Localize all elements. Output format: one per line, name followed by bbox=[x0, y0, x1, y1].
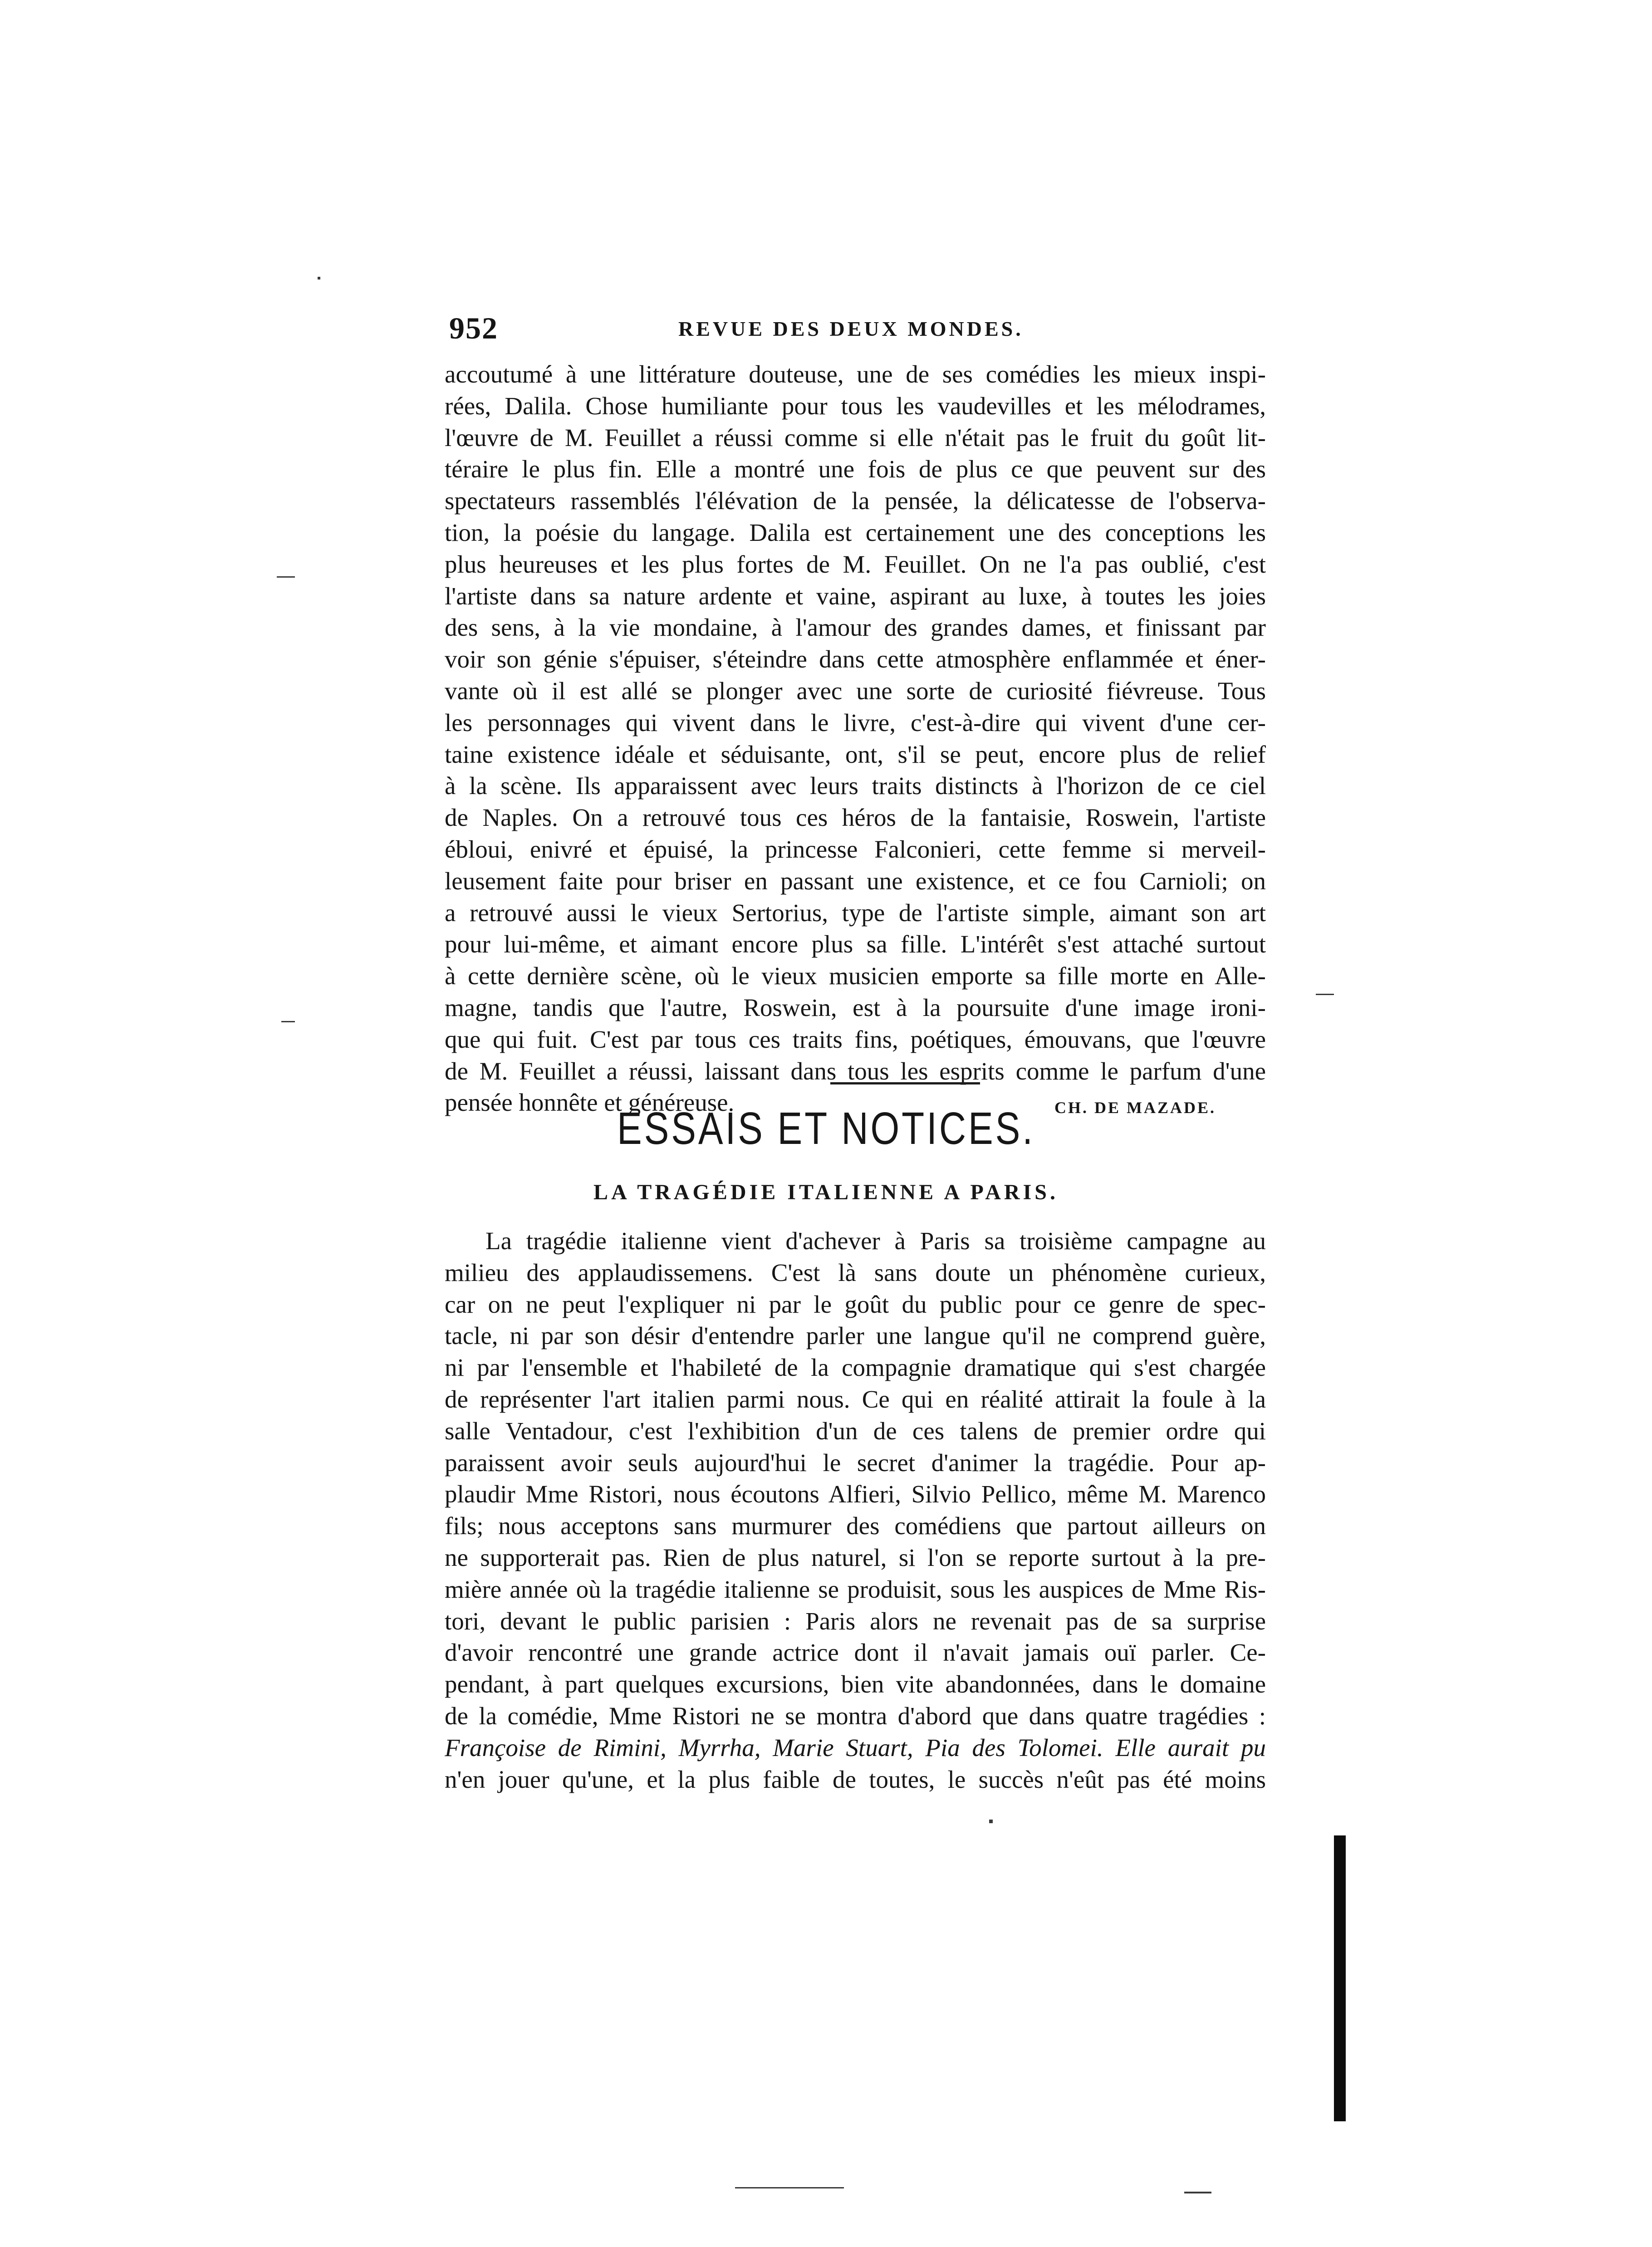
text-line: de représenter l'art italien parmi nous. Ce qui en réalité attirait la foule à la bbox=[445, 1385, 1266, 1413]
text-line: de Naples. On a retrouvé tous ces héros de la fantaisie, Roswein, l'artiste bbox=[445, 804, 1266, 832]
text-line: a retrouvé aussi le vieux Sertorius, type de l'artiste simple, aimant son art bbox=[445, 898, 1266, 927]
text-line: rées, Dalila. Chose humiliante pour tous les vaudevilles et les mélodrames, bbox=[445, 392, 1266, 420]
text-line: pendant, à part quelques excursions, bien vite abandonnées, dans le domaine bbox=[445, 1670, 1266, 1698]
text-line: Françoise de Rimini, Myrrha, Marie Stuart, Pia des Tolomei. Elle aurait pu bbox=[445, 1733, 1266, 1761]
text-line: mière année où la tragédie italienne se produisit, sous les auspices de Mme Ris- bbox=[445, 1575, 1266, 1603]
text-line: vante où il est allé se plonger avec une sorte de curiosité fiévreuse. Tous bbox=[445, 677, 1266, 705]
text-line: des sens, à la vie mondaine, à l'amour des grandes dames, et finissant par bbox=[445, 613, 1266, 642]
text-line: accoutumé à une littérature douteuse, une de ses comédies les mieux inspi- bbox=[445, 360, 1266, 388]
text-line: voir son génie s'épuiser, s'éteindre dans cette atmosphère enflammée et éner- bbox=[445, 645, 1266, 673]
scan-edge-bar bbox=[1334, 1835, 1346, 2121]
text-line: fils; nous acceptons sans murmurer des comédiens que partout ailleurs on bbox=[445, 1512, 1266, 1540]
text-line: de la comédie, Mme Ristori ne se montra d'abord que dans quatre tragédies : bbox=[445, 1702, 1266, 1730]
section-divider bbox=[830, 1082, 980, 1084]
scan-speck bbox=[1184, 2192, 1211, 2193]
text-line: l'œuvre de M. Feuillet a réussi comme si elle n'était pas le fruit du goût lit- bbox=[445, 423, 1266, 451]
text-line: n'en jouer qu'une, et la plus faible de toutes, le succès n'eût pas été moins bbox=[445, 1765, 1266, 1793]
text-line: ni par l'ensemble et l'habileté de la compagnie dramatique qui s'est chargée bbox=[445, 1354, 1266, 1382]
text-line: ne supporterait pas. Rien de plus naturel, si l'on se reporte surtout à la pre- bbox=[445, 1543, 1266, 1571]
text-line: pensée honnête et généreuse. bbox=[445, 1089, 735, 1117]
text-line: pour lui-même, et aimant encore plus sa fille. L'intérêt s'est attaché surtout bbox=[445, 930, 1266, 958]
text-line: tion, la poésie du langage. Dalila est certainement une des conceptions les bbox=[445, 518, 1266, 546]
scan-speck bbox=[318, 277, 320, 280]
article-body-text bbox=[445, 1225, 1266, 1795]
text-line: tacle, ni par son désir d'entendre parler une langue qu'il ne comprend guère, bbox=[445, 1322, 1266, 1350]
text-line: ébloui, enivré et épuisé, la princesse Falconieri, cette femme si merveil- bbox=[445, 835, 1266, 863]
journal-title: REVUE DES DEUX MONDES. bbox=[678, 317, 1024, 340]
text-line: car on ne peut l'expliquer ni par le goût du public pour ce genre de spec- bbox=[445, 1290, 1266, 1318]
text-line: de M. Feuillet a réussi, laissant dans tous les esprits comme le parfum d'une bbox=[445, 1057, 1266, 1085]
scan-speck bbox=[735, 2187, 844, 2188]
text-line: plus heureuses et les plus fortes de M. Feuillet. On ne l'a pas oublié, c'est bbox=[445, 550, 1266, 578]
prior-article-text bbox=[445, 358, 1266, 1119]
text-line: taine existence idéale et séduisante, ont, s'il se peut, encore plus de relief bbox=[445, 740, 1266, 768]
running-head bbox=[449, 310, 1039, 351]
scan-speck bbox=[281, 1021, 295, 1022]
text-line: milieu des applaudissemens. C'est là sans doute un phénomène curieux, bbox=[445, 1258, 1266, 1286]
text-line: La tragédie italienne vient d'achever à Paris sa troisième campagne au bbox=[485, 1227, 1266, 1255]
page-number: 952 bbox=[449, 311, 498, 345]
text-line: que qui fuit. C'est par tous ces traits fins, poétiques, émouvans, que l'œuvre bbox=[445, 1025, 1266, 1053]
scan-speck bbox=[277, 576, 295, 578]
text-line: tori, devant le public parisien : Paris alors ne revenait pas de sa surprise bbox=[445, 1607, 1266, 1635]
author-signature: CH. DE MAZADE. bbox=[1054, 1099, 1216, 1117]
text-line: téraire le plus fin. Elle a montré une fois de plus ce que peuvent sur des bbox=[445, 455, 1266, 483]
scan-speck bbox=[1316, 994, 1334, 995]
text-line: paraissent avoir seuls aujourd'hui le secret d'animer la tragédie. Pour ap- bbox=[445, 1448, 1266, 1477]
text-line: magne, tandis que l'autre, Roswein, est à la poursuite d'une image ironi- bbox=[445, 993, 1266, 1021]
text-line: les personnages qui vivent dans le livre, c'est-à-dire qui vivent d'une cer- bbox=[445, 708, 1266, 736]
section-heading: ESSAIS ET NOTICES. bbox=[617, 1103, 1035, 1154]
text-line: à la scène. Ils apparaissent avec leurs traits distincts à l'horizon de ce ciel bbox=[445, 772, 1266, 800]
text-line: plaudir Mme Ristori, nous écoutons Alfieri, Silvio Pellico, même M. Marenco bbox=[445, 1480, 1266, 1508]
text-line: leusement faite pour briser en passant une existence, et ce fou Carnioli; on bbox=[445, 867, 1266, 895]
scan-speck bbox=[989, 1820, 993, 1823]
text-line: à cette dernière scène, où le vieux musicien emporte sa fille morte en Alle- bbox=[445, 962, 1266, 990]
text-line: l'artiste dans sa nature ardente et vaine, aspirant au luxe, à toutes les joies bbox=[445, 582, 1266, 610]
article-heading: LA TRAGÉDIE ITALIENNE A PARIS. bbox=[593, 1180, 1059, 1204]
text-line: spectateurs rassemblés l'élévation de la pensée, la délicatesse de l'observa- bbox=[445, 487, 1266, 515]
text-line: d'avoir rencontré une grande actrice dont il n'avait jamais ouï parler. Ce- bbox=[445, 1639, 1266, 1667]
text-line: salle Ventadour, c'est l'exhibition d'un de ces talens de premier ordre qui bbox=[445, 1417, 1266, 1445]
